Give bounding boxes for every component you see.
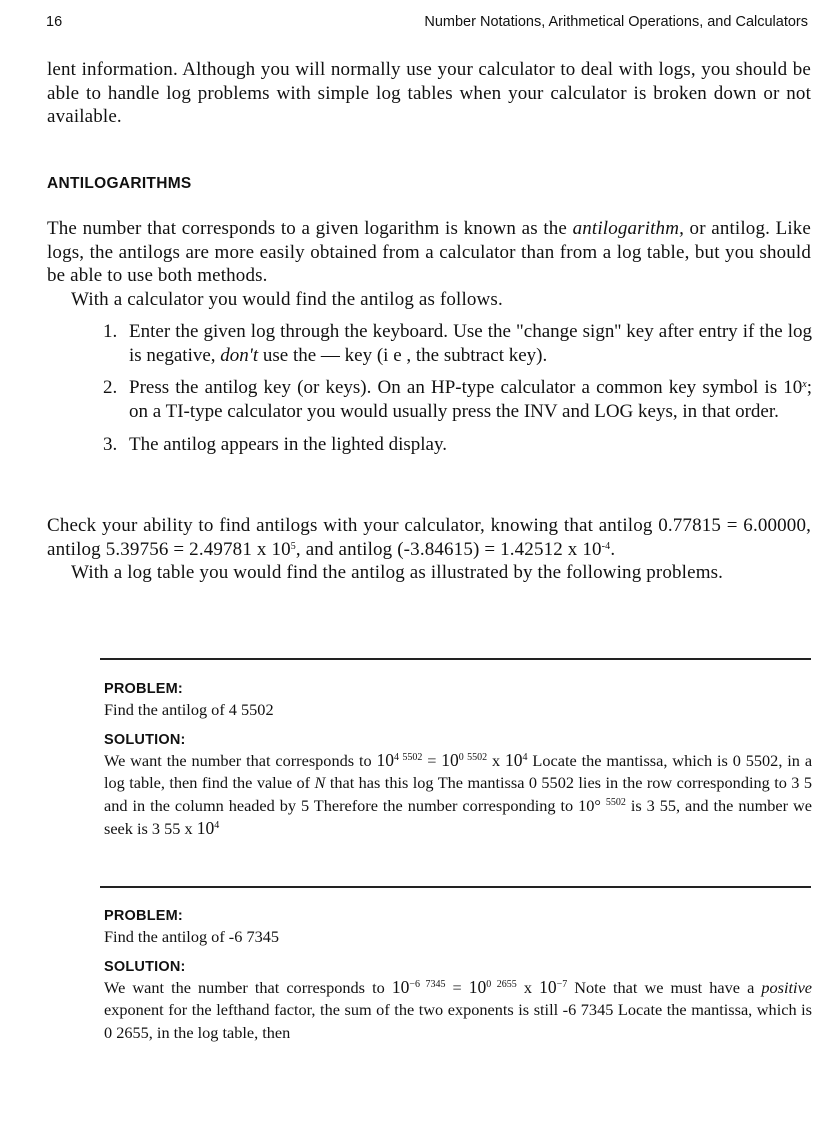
antilog-definition-paragraph: The number that corresponds to a given logarithm is known as the antilogarithm, or antilog. Like logs, the antilogs are more easily obtained from a calculator than from a log table, but you should be able to use both methods. [47, 218, 811, 286]
problem-text: Find the antilog of 4 5502 [104, 700, 274, 719]
section-heading: ANTILOGARITHMS [47, 175, 192, 192]
intro-text: lent information. Although you will normally use your calculator to deal with logs, you should be able to handle log problems with simple log tables when your calculator is broken down or not available. [47, 59, 811, 127]
log-table-intro: With a log table you would find the antilog as illustrated by the following problems. [71, 562, 724, 583]
intro-paragraph [47, 58, 811, 129]
solution-text: We want the number that corresponds to $10^{4 5502} = 10^{0 5502}$ x $10^4$ Locate the mantissa, which is 0 5502, in a log table, then find the value of N that has this log The mantissa 0 5502 lies in the row corresponding to 3 5 and in the column headed by 5 Therefore the number corresponding to 10° $^{5502}$ is 3 55, and the number we seek is 3 55 x $10^4$ [104, 750, 813, 838]
problem-block-2 [104, 907, 812, 1044]
page-number: 16 [46, 14, 63, 30]
antilog-key-symbol: 10$^x$ [783, 377, 807, 398]
step-number: 1. [103, 321, 118, 342]
step-number: 2. [103, 377, 118, 398]
solution-label: SOLUTION: [104, 959, 186, 976]
section-intro [47, 217, 811, 311]
running-header [46, 14, 808, 36]
section-heading-block [47, 175, 811, 193]
steps-list [100, 320, 812, 457]
list-item: 3. The antilog appears in the lighted display. [103, 434, 447, 455]
step-number: 3. [103, 434, 118, 455]
problem-label: PROBLEM: [104, 681, 183, 697]
divider-rule [100, 886, 811, 888]
solution-text: We want the number that corresponds to $10^{-6 7345} = 10^{0 2655}$ x $10^{-7}$ Note that we must have a positive exponent for the lefthand factor, the sum of the two exponents is still -6 7345 Locate the mantissa, which is 0 2655, in the log table, then [104, 977, 813, 1042]
problem-block-1 [104, 680, 812, 840]
list-item: 2. Press the antilog key (or keys). On an HP-type calculator a common key symbol is 10$^x$; on a TI-type calculator you would usually press the INV and LOG keys, in that order. [103, 377, 812, 422]
calculator-method-intro: With a calculator you would find the antilog as follows. [71, 288, 503, 310]
list-item: 1. Enter the given log through the keyboard. Use the "change sign'' key after entry if the log is negative, don't use the — key (i e , the subtract key). [103, 321, 812, 366]
problem-text: Find the antilog of -6 7345 [104, 927, 280, 946]
antilogarithm-term: antilogarithm, [572, 218, 684, 239]
check-paragraph: Check your ability to find antilogs with your calculator, knowing that antilog 0.77815 = 6.00000, antilog 5.39756 = 2.49781 x $10^5$, and antilog (-3.84615) = 1.42512 x $10^{-4}$. [47, 515, 811, 560]
problem-label: PROBLEM: [104, 908, 183, 924]
divider-rule [100, 658, 811, 660]
running-title: Number Notations, Arithmetical Operations, and Calculators [424, 14, 808, 30]
solution-label: SOLUTION: [104, 732, 186, 749]
check-paragraph-block [47, 514, 811, 585]
